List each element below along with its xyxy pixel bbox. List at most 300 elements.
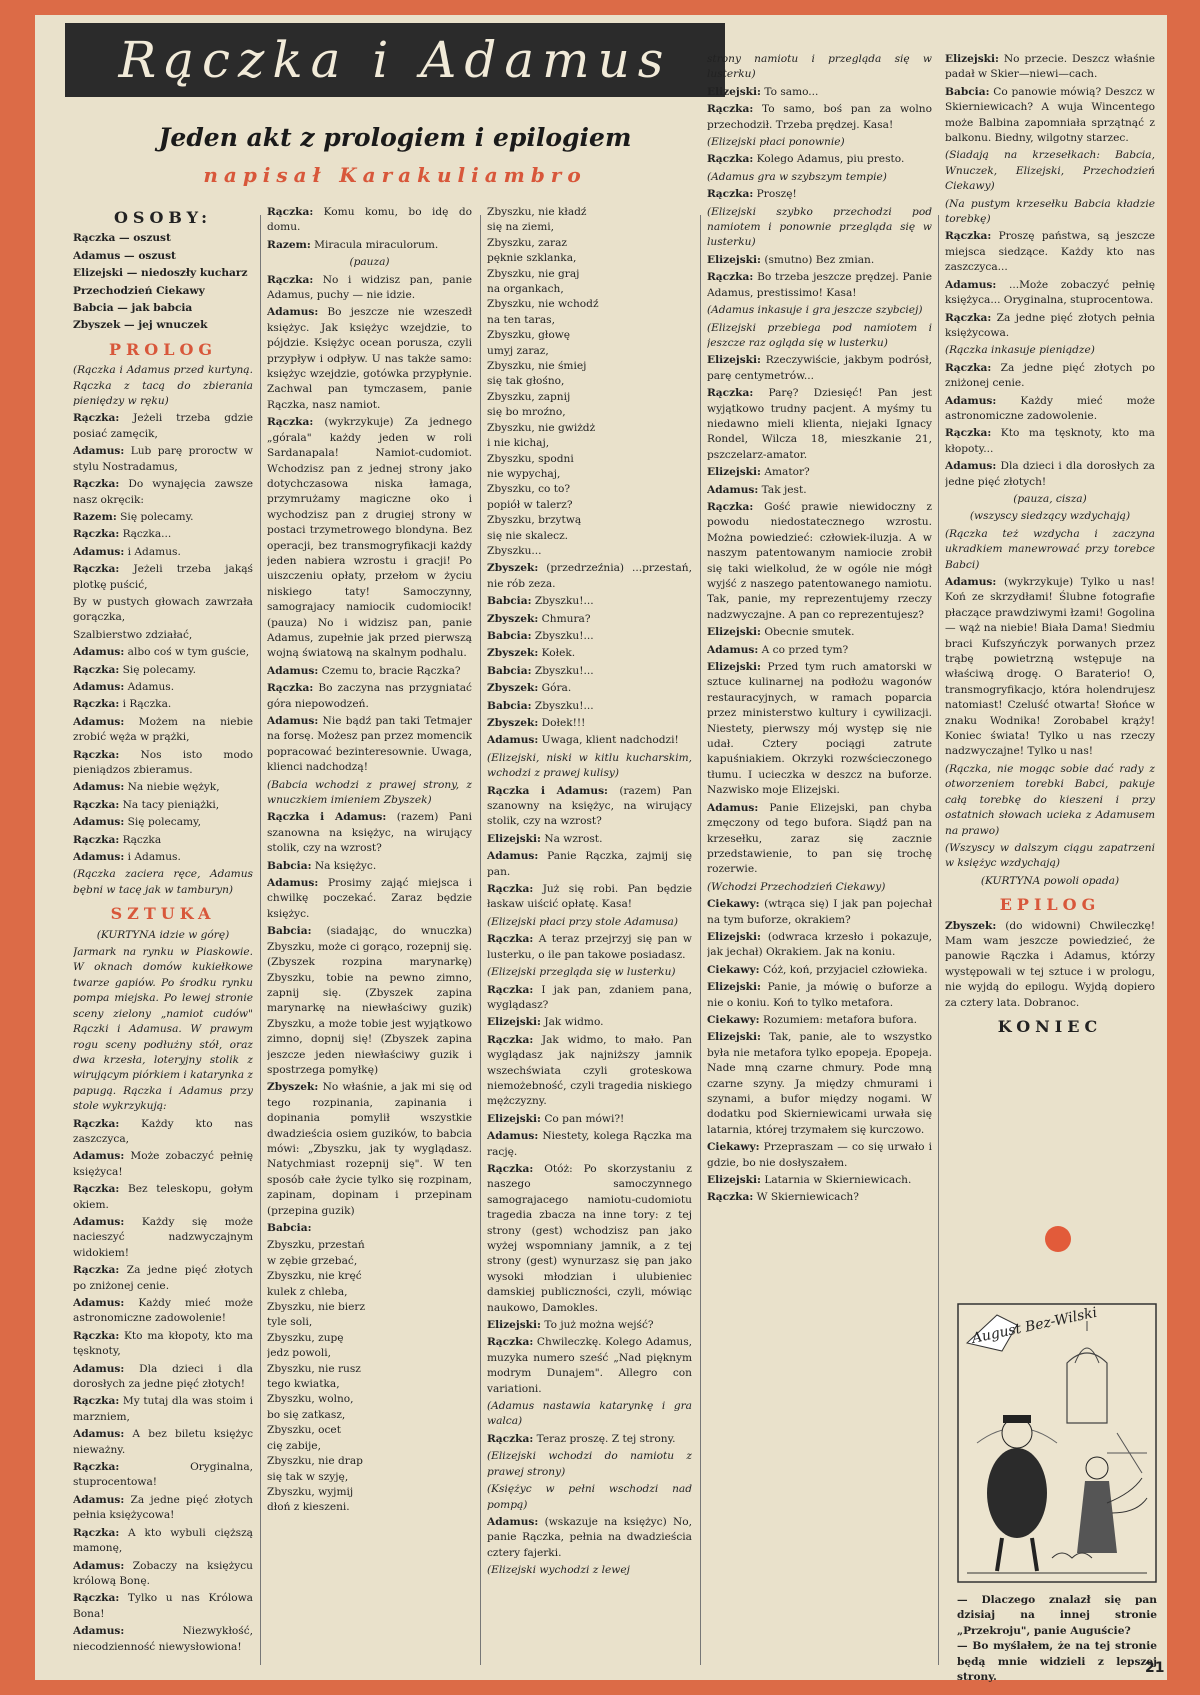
section-heading: SZTUKA	[110, 904, 216, 924]
dialogue-text: A co przed tym?	[761, 643, 849, 656]
speaker-name: Razem:	[267, 238, 311, 251]
dialogue-line	[73, 527, 253, 542]
dialogue-line	[73, 748, 253, 779]
dialogue-line	[707, 1030, 932, 1138]
cast-line: Adamus — oszust	[73, 249, 176, 262]
stage-direction: (Rączka, nie mogąc sobie dać rady z otworzeniem torebki Babci, pakuje całą torebkę do kieszeni i przy ostatnich słowach ucieka z Adamusem na prawo)	[945, 762, 1155, 837]
stage-direction: (wszyscy siedzący wzdychają)	[969, 510, 1131, 523]
speaker-name: Elizejski:	[707, 1031, 761, 1044]
speaker-name: Rączka:	[73, 1264, 120, 1277]
dialogue-line	[73, 697, 253, 712]
speaker-name: Zbyszek:	[267, 1081, 319, 1094]
dialogue-text: Chwileczkę. Kolego Adamus, muzyka numero sześć „Nad pięknym modrym Dunajem". Allegro con variationi.	[487, 1336, 692, 1395]
dialogue-text: Bo jeszcze nie wzeszedł księżyc. Jak księżyc wzejdzie, to pójdzie. Księżyc ocean porusza, czyli przypływ i odpływ. U nas także samo: księżyc wzejdzie, gotówka przypłynie. Zachwal pan tymczasem, panie Rączka, nasz namiot.	[267, 306, 472, 411]
stage-direction: (Rączka zaciera ręce, Adamus bębni w tacę jak w tamburyn)	[73, 868, 253, 896]
dialogue-line	[487, 716, 692, 731]
speaker-name: Zbyszek:	[487, 562, 539, 575]
speaker-name: Rączka:	[487, 1033, 534, 1046]
dialogue-text: Rzeczywiście, jakbym podrósł, parę centymetrów...	[707, 354, 932, 382]
dialogue-line	[707, 1013, 932, 1028]
section-heading: PROLOG	[108, 339, 218, 359]
dialogue-line	[945, 52, 1155, 83]
dialogue-line	[945, 85, 1155, 147]
text-column-5	[945, 52, 1155, 1207]
speaker-name: Elizejski:	[707, 1174, 761, 1187]
speaker-name: Rączka:	[73, 663, 120, 676]
stage-direction: (Wszyscy w dalszym ciągu zapatrzeni w księżyc wzdychają)	[945, 841, 1155, 870]
dialogue-line	[267, 810, 472, 856]
speaker-name: Rączka:	[73, 1117, 120, 1130]
dialogue-line	[73, 798, 253, 813]
speaker-name: Babcia:	[267, 925, 312, 938]
speaker-name: Rączka:	[707, 500, 754, 513]
dialogue-text: Jeżeli trzeba jakąś plotkę puścić,	[73, 563, 253, 591]
dialogue-line	[707, 353, 932, 384]
article-author: napisał Karakuliambro	[203, 163, 587, 187]
dialogue-text: No właśnie, a jak mi się od tego rozpinania, zapinania i dopinania pomylił wszystkie dwadzieścia osiem guzików, to babcia mówi: „Zbyszku, jak ty wyglądasz. Natychmiast rozepnij się". W ten sposób całe życie tylko się rozpinam, zapinam, dopinam i przepinam (przepina guzik)	[267, 1081, 472, 1217]
dialogue-line	[73, 1215, 253, 1261]
speaker-name: Zbyszek:	[945, 919, 997, 932]
cast-line: Rączka — oszust	[73, 232, 171, 245]
dialogue-line	[73, 1263, 253, 1294]
speaker-name: Rączka:	[73, 698, 120, 711]
dialogue-text: Prosimy zająć miejsca i chwilkę poczekać. Zaraz będzie księżyc.	[267, 877, 472, 920]
dialogue-text: To samo...	[764, 85, 819, 98]
dialogue-text: Nos isto modo pieniądzos zbieramus.	[73, 748, 253, 776]
dialogue-text: Adamus.	[127, 680, 175, 693]
text-column-4	[707, 52, 932, 1667]
dialogue-line	[707, 253, 932, 268]
dialogue-line	[487, 1432, 692, 1447]
dialogue-text: Każdy mieć może astronomiczne zadowolenie.	[945, 394, 1155, 422]
speaker-name: Adamus:	[73, 545, 125, 558]
speaker-name: Zbyszek:	[487, 647, 539, 660]
speaker-name: Rączka:	[707, 188, 754, 201]
dialogue-line	[73, 1460, 253, 1491]
dialogue-line	[487, 1015, 692, 1030]
speaker-name: Rączka:	[267, 273, 314, 286]
stage-direction: strony namiotu i przegląda się w lusterku)	[707, 53, 932, 81]
dialogue-line	[487, 1318, 692, 1333]
text-column-1	[73, 202, 253, 1667]
dialogue-line	[945, 394, 1155, 425]
dialogue-line	[707, 187, 932, 202]
speaker-name: Adamus:	[73, 445, 125, 458]
speaker-name: Elizejski:	[707, 354, 761, 367]
dialogue-line	[707, 625, 932, 640]
text-column-2	[267, 205, 472, 1667]
speaker-name: Ciekawy:	[707, 1013, 760, 1026]
speaker-name: Adamus:	[267, 877, 319, 890]
column-rule	[700, 215, 701, 1665]
speaker-name: Rączka:	[267, 206, 314, 218]
speaker-name: Elizejski:	[487, 1016, 541, 1029]
dialogue-text: A kto wybuli cięższą mamonę,	[73, 1526, 253, 1555]
article-title: Rączka i Adamus	[118, 31, 672, 89]
dialogue-text: Dla dzieci i dla dorosłych za jedne pięć złotych!	[945, 460, 1155, 488]
speaker-name: Adamus:	[73, 680, 125, 693]
dialogue-text: Obecnie smutek.	[764, 626, 855, 639]
dialogue-line	[707, 980, 932, 1011]
speaker-name: Rączka:	[73, 1526, 120, 1539]
dialogue-line	[707, 897, 932, 928]
verse-block: Zbyszku, przestań w zębie grzebać, Zbyszku, nie kręć kulek z chleba, Zbyszku, nie bierz tyle soli, Zbyszku, zupę jedz powoli, Zbyszku, nie rusz tego kwiatka, Zbyszku, wolno, bo się zatkasz, Zbyszku, ocet cię zabije, Zbyszku, nie drap się tak w szyję, Zbyszku, wyjmij dłoń z kieszeni.	[267, 1239, 366, 1514]
speaker-name: Rączka:	[487, 983, 534, 996]
speaker-name: Babcia:	[487, 664, 532, 677]
dialogue-line	[945, 229, 1155, 275]
dialogue-text: Amator?	[764, 466, 810, 479]
cast-line: Elizejski — niedoszły kucharz	[73, 267, 248, 280]
dialogue-line	[487, 733, 692, 748]
speaker-name: Adamus:	[73, 715, 125, 728]
dialogue-text: Proszę państwa, są jeszcze miejsca siedzące. Każdy kto nas zaszczyca...	[945, 230, 1155, 274]
dialogue-line	[945, 426, 1155, 457]
dialogue-line	[267, 238, 472, 253]
dialogue-text: By w pustych głowach zawrzała gorączka,	[73, 595, 253, 624]
speaker-name: Rączka:	[487, 1162, 534, 1175]
column-rule	[480, 215, 481, 1665]
dialogue-text: Panie, ja mówię o buforze a nie o koniu. Koń to tylko metafora.	[707, 981, 932, 1009]
dialogue-text: No przecie. Deszcz właśnie padał w Skier—niewi—cach.	[945, 53, 1155, 81]
dialogue-line	[267, 859, 472, 874]
dialogue-text: Rączka...	[122, 528, 172, 541]
dialogue-text: Zbyszku!...	[534, 629, 594, 642]
dialogue-text: Kolego Adamus, piu presto.	[756, 153, 905, 166]
stage-direction: (pauza, cisza)	[1013, 492, 1087, 505]
cartoon-illustration	[957, 1303, 1157, 1583]
speaker-name: Rączka:	[487, 1432, 534, 1445]
dialogue-line	[945, 361, 1155, 392]
dialogue-line	[707, 386, 932, 463]
speaker-name: Adamus:	[73, 1428, 125, 1441]
stage-direction: (Elizejski szybko przechodzi pod namiotem i ponownie przegląda się w lusterku)	[707, 205, 932, 249]
dialogue-line	[945, 575, 1155, 760]
dialogue-line	[73, 663, 253, 678]
speaker-name: Adamus:	[487, 1515, 539, 1528]
dialogue-text: Bo trzeba jeszcze prędzej. Panie Adamus, prestissimo! Kasa!	[707, 271, 932, 299]
title-banner	[65, 23, 725, 97]
dialogue-text: W Skierniewicach?	[756, 1191, 859, 1204]
dialogue-text: Cóż, koń, przyjaciel człowieka.	[762, 963, 928, 976]
speaker-name: Adamus:	[487, 1130, 539, 1143]
stage-direction: Jarmark na rynku w Piaskowie. W oknach domów kukiełkowe twarze gapiów. Po środku rynku pompa miejska. Po lewej stronie sceny zielony „namiot cudów" Rączki i Adamusa. W prawym rogu sceny podłużny stół, oraz dwa krzesła, loteryjny stolik z wirującym piórkiem i katarynka z papugą. Rączka i Adamus przy stole wykrzykują:	[73, 946, 253, 1113]
dialogue-line	[267, 1080, 472, 1219]
dialogue-line	[73, 1329, 253, 1360]
dialogue-line	[73, 645, 253, 660]
dialogue-text: Panie Elizejski, pan chyba zmęczony od tego bufora. Siądź pan na krzesełku, zaraz się zacznie przedstawienie, to pan się trochę rozerwie.	[707, 801, 932, 876]
dialogue-text: Rączka	[122, 833, 162, 846]
speaker-name: Rączka i Adamus:	[267, 811, 387, 824]
dialogue-text: Co pan mówi?!	[544, 1112, 625, 1125]
dialogue-text: Zbyszku!...	[534, 595, 594, 608]
dialogue-text: Za jedne pięć złotych pełnia księżycowa.	[945, 311, 1155, 339]
dialogue-text: Za jedne pięć złotych po zniżonej cenie.	[945, 361, 1155, 390]
dialogue-line	[267, 415, 472, 662]
speaker-name: Adamus:	[73, 781, 125, 794]
dialogue-line	[73, 833, 253, 848]
dialogue-line	[707, 152, 932, 167]
dialogue-text: Jak widmo, to mało. Pan wyglądasz jak najniższy jamnik wszechświata czyli groteskowa niemożebność, czyli tragedia niskiego mężczyzny.	[487, 1033, 692, 1108]
dialogue-line	[73, 510, 253, 525]
column-rule	[938, 215, 939, 1665]
dialogue-text: albo coś w tym guście,	[127, 646, 250, 659]
dialogue-line	[487, 594, 692, 609]
speaker-name: Adamus:	[73, 1150, 125, 1163]
dialogue-line	[73, 1526, 253, 1557]
dialogue-text: Na wzrost.	[544, 832, 603, 845]
speaker-name: Rączka:	[707, 387, 754, 400]
stage-direction: (Wchodzi Przechodzień Ciekawy)	[707, 880, 886, 893]
dialogue-text: Na tacy pieniążki,	[122, 798, 220, 811]
speaker-name: Adamus:	[73, 1297, 125, 1309]
dialogue-text: Bez teleskopu, gołym okiem.	[73, 1183, 253, 1211]
dialogue-text: Uwaga, klient nadchodzi!	[541, 734, 679, 747]
dialogue-line	[267, 205, 472, 236]
speaker-name: Elizejski:	[487, 1319, 541, 1332]
dialogue-line	[707, 930, 932, 961]
dialogue-text: Kołek.	[541, 647, 576, 660]
speaker-name: Rączka:	[945, 311, 992, 324]
dialogue-line	[73, 1493, 253, 1524]
speaker-name: Adamus:	[945, 460, 997, 473]
dialogue-text: Latarnia w Skierniewicach.	[764, 1174, 912, 1187]
dialogue-line	[73, 595, 253, 626]
stage-direction: (Siadają na krzesełkach: Babcia, Wnuczek, Elizejski, Przechodzień Ciekawy)	[945, 149, 1155, 193]
dialogue-line	[73, 1394, 253, 1425]
dialogue-text: Każdy się może nacieszyć nadzwyczajnym widokiem!	[73, 1215, 253, 1259]
stage-direction: (KURTYNA powoli opada)	[980, 874, 1120, 887]
article-subtitle: Jeden akt z prologiem i epilogiem	[158, 123, 632, 152]
speaker-name: Adamus:	[945, 278, 997, 291]
speaker-name: Rączka:	[267, 416, 314, 429]
speaker-name: Ciekawy:	[707, 1141, 760, 1154]
dialogue-text: Kto ma tęsknoty, kto ma kłopoty...	[945, 427, 1155, 455]
speaker-name: Rączka:	[487, 883, 534, 896]
dialogue-line	[707, 660, 932, 799]
dialogue-text: Gość prawie niewidoczny z powodu niedostatecznego wzrostu. Można powiedzieć: człowiek-iluzja. A w naszym patentowanym namiocie zrobił się taki wielkolud, że w ogóle nie mógł wyjść z naszego patentowanego namiotu. Tak, panie, my reprezentujemy rzeczy nadzwyczajne. A pan co reprezentujesz?	[707, 500, 932, 621]
dialogue-text: Się polecamy,	[127, 816, 201, 829]
speaker-name: Elizejski:	[707, 981, 761, 994]
dialogue-text: Się polecamy.	[120, 510, 194, 523]
dialogue-text: Za jedne pięć złotych po zniżonej cenie.	[73, 1264, 253, 1292]
speaker-name: Adamus:	[267, 715, 319, 727]
dialogue-text: Tak, panie, ale to wszystko była nie metafora tylko epopeja. Epopeja. Nade mną czarne chmury. Pode mną czarne szyny. Ja między chmurami i szynami, a bufor między nogami. W dodatku pod Skierniewicami urwała się latarnia, której trzymałem się kurczowo.	[707, 1031, 932, 1136]
dialogue-text: (razem) Pan szanowny na księżyc, na wirujący stolik, czy na wzrost?	[487, 784, 692, 828]
dialogue-text: Panie Rączka, zajmij się pan.	[487, 850, 692, 878]
dialogue-text: Czemu to, bracie Rączka?	[321, 664, 461, 677]
stage-direction: (Elizejski przegląda się w lusterku)	[487, 966, 676, 979]
stage-direction: (Adamus nastawia katarynkę i gra walca)	[487, 1400, 692, 1428]
dialogue-line	[73, 411, 253, 442]
newspaper-page	[35, 15, 1167, 1684]
dialogue-text: i Adamus.	[127, 851, 181, 864]
dialogue-line	[707, 963, 932, 978]
speaker-name: Adamus:	[707, 801, 759, 814]
dialogue-line	[73, 1149, 253, 1180]
dialogue-text: (wykrzykuje) Tylko u nas! Koń ze skrzydłami! Ślubne fotografie płaczące prawdziwymi łzami! Gogolina — wąż na niebie! Biała Dama! Siedmiu braci Kufszyńczyk porwanych przez trąbę powietrzną wstępuje na właściwą drogę. O Baraterio! O, transmogryfikacjo, która holendrujesz natomiast! Czeluść otwarta! Słońce w znaku Wodnika! Zorobabel krąży! Koniec świata! Tylko u nas rzeczy nadzwyczajne! Tylko u nas!	[945, 576, 1155, 758]
dialogue-text: Się polecamy.	[122, 663, 196, 676]
dialogue-text: Niestety, kolega Rączka ma rację.	[487, 1130, 692, 1158]
stage-direction: (Rączka inkasuje pieniądze)	[945, 344, 1095, 357]
speaker-name: Adamus:	[73, 816, 125, 829]
dialogue-line	[487, 646, 692, 661]
speaker-name: Rączka:	[707, 103, 754, 116]
speaker-name: Adamus:	[267, 306, 319, 319]
dialogue-text: (wskazuje na księżyc) No, panie Rączka, pełnia na dwadzieścia cztery fajerki.	[487, 1515, 692, 1559]
dialogue-text: Co panowie mówią? Deszcz w Skierniewicach? A wuja Wincentego może Balbina zapomniała sprzątnąć z balkonu. Biedny, wilgotny starzec.	[945, 85, 1155, 145]
speaker-name: Elizejski:	[487, 832, 541, 845]
dialogue-line	[487, 832, 692, 847]
dialogue-line	[707, 801, 932, 878]
dialogue-text: Każdy kto nas zaszczyca,	[73, 1117, 253, 1145]
dialogue-line	[73, 1427, 253, 1458]
dialogue-line	[267, 714, 472, 776]
stage-direction: (Elizejski płaci przy stole Adamusa)	[487, 915, 678, 928]
dialogue-line	[487, 1335, 692, 1397]
dialogue-line	[73, 780, 253, 795]
dialogue-text: My tutaj dla was stoim i marzniem,	[73, 1395, 253, 1423]
dialogue-text: Tak jest.	[761, 483, 807, 496]
dialogue-text: Komu komu, bo idę do domu.	[267, 206, 472, 234]
stage-direction: (pauza)	[349, 256, 390, 269]
speaker-name: Rączka:	[267, 682, 314, 695]
speaker-name: Rączka:	[73, 563, 120, 576]
stage-direction: (Rączka też wzdycha i zaczyna ukradkiem manewrować przy torebce Babci)	[945, 527, 1155, 571]
dialogue-text: Jak widmo.	[544, 1016, 604, 1029]
dialogue-text: Parę? Dziesięć! Pan jest wyjątkowo trudny pacjent. A myśmy tu niedawno mieli klienta, niejaki Ignacy Rondel, Wilcza 18, mieszkanie 21, pszczelarz-amator.	[707, 387, 932, 461]
dialogue-text: Dla dzieci i dla dorosłych za jedne pięć złotych!	[73, 1362, 253, 1391]
dialogue-line	[267, 924, 472, 1078]
speaker-name: Rączka:	[73, 1592, 120, 1605]
dialogue-line	[487, 1112, 692, 1127]
dialogue-text: (wtrąca się) I jak pan pojechał na tym buforze, okrakiem?	[707, 898, 932, 926]
dialogue-line	[73, 715, 253, 746]
speaker-name: Elizejski:	[945, 53, 999, 65]
dialogue-line	[73, 815, 253, 830]
speaker-name: Rączka:	[73, 1395, 120, 1408]
speaker-name: Rączka:	[73, 478, 120, 491]
dialogue-line	[707, 85, 932, 100]
speaker-name: Babcia:	[487, 699, 532, 712]
dialogue-line	[73, 477, 253, 508]
dialogue-text: Za jedne pięć złotych pełnia księżycowa!	[73, 1493, 253, 1522]
dialogue-text: Już się robi. Pan będzie łaskaw uiścić opłatę. Kasa!	[487, 883, 692, 911]
speaker-name: Adamus:	[73, 1362, 125, 1375]
stage-direction: (Elizejski wchodzi do namiotu z prawej strony)	[487, 1450, 692, 1478]
dialogue-text: Do wynajęcia zawsze nasz okręcik:	[73, 478, 253, 506]
dialogue-text: I jak pan, zdaniem pana, wyglądasz?	[487, 983, 692, 1011]
speaker-name: Rączka:	[945, 427, 992, 440]
dialogue-text: Niezwykłość, niecodzienność niewysłowiona!	[73, 1625, 253, 1653]
speaker-name: Elizejski:	[487, 1112, 541, 1125]
dialogue-line	[487, 983, 692, 1014]
dialogue-line	[487, 1129, 692, 1160]
speaker-name: Adamus:	[945, 394, 997, 407]
speaker-name: Ciekawy:	[707, 898, 760, 911]
speaker-name: Ciekawy:	[707, 963, 760, 976]
dialogue-text: Kto ma kłopoty, kto ma tęsknoty,	[73, 1329, 253, 1358]
dialogue-text: Może zobaczyć pełnię księżyca!	[73, 1150, 253, 1178]
dialogue-line	[487, 784, 692, 830]
dialogue-text: Jeżeli trzeba gdzie posiać zamęcik,	[73, 412, 253, 440]
stage-direction: (Na pustym krzesełku Babcia kładzie torebkę)	[945, 197, 1155, 226]
dialogue-text: Każdy mieć może astronomiczne zadowolenie!	[73, 1297, 253, 1325]
stage-direction: (Babcia wchodzi z prawej strony, z wnuczkiem imieniem Zbyszek)	[267, 778, 472, 807]
dialogue-text: Miracula miraculorum.	[314, 238, 439, 251]
dialogue-line	[707, 643, 932, 658]
speaker-name: Adamus:	[73, 1215, 125, 1228]
dialogue-line	[73, 1362, 253, 1393]
dialogue-line	[487, 629, 692, 644]
dialogue-line	[73, 628, 253, 643]
dialogue-text: A bez biletu księżyc nieważny.	[73, 1428, 253, 1456]
dialogue-text: i Adamus.	[127, 545, 181, 558]
dialogue-text: Lub parę proroctw w stylu Nostradamus,	[73, 445, 253, 473]
dialogue-text: No i widzisz pan, panie Adamus, puchy — nie idzie.	[267, 273, 472, 302]
dialogue-text: Dołek!!!	[541, 717, 586, 729]
speaker-name: Rączka i Adamus:	[487, 784, 608, 797]
end-mark-dot	[1045, 1226, 1071, 1252]
dialogue-line	[73, 1591, 253, 1622]
cartoon-signature: August Bez-Wilski	[970, 1304, 1099, 1347]
speaker-name: Elizejski:	[707, 85, 761, 98]
dialogue-line	[73, 1296, 253, 1327]
dialogue-text: To już można wejść?	[544, 1319, 654, 1332]
speaker-name: Elizejski:	[707, 466, 761, 479]
speaker-name: Elizejski:	[707, 661, 761, 674]
stage-direction: (Elizejski płaci ponownie)	[707, 136, 845, 149]
dialogue-text: Zbyszku!...	[534, 664, 594, 677]
cast-line: Przechodzień Ciekawy	[73, 284, 205, 297]
dialogue-line	[267, 876, 472, 922]
dialogue-line	[707, 1173, 932, 1188]
speaker-name: Rączka:	[707, 153, 754, 166]
speaker-name: Elizejski:	[707, 930, 761, 943]
dialogue-line	[487, 561, 692, 592]
dialogue-text: Przepraszam — co się urwało i gdzie, bo nie dosłyszałem.	[707, 1141, 932, 1169]
dialogue-line	[487, 1162, 692, 1316]
dialogue-line	[73, 850, 253, 865]
section-heading: OSOBY:	[113, 208, 213, 227]
dialogue-text: (przedrzeźnia) ...przestań, nie rób zeza.	[487, 562, 692, 590]
dialogue-text: (smutno) Bez zmian.	[764, 253, 875, 266]
dialogue-text: Zbyszku!...	[534, 699, 594, 712]
speaker-name: Rączka:	[73, 528, 120, 541]
dialogue-line	[73, 545, 253, 560]
dialogue-line	[487, 932, 692, 963]
dialogue-line	[73, 680, 253, 695]
stage-direction: (Elizejski przebiega pod namiotem i jeszcze raz ogląda się w lusterku)	[707, 321, 932, 349]
cast-line: Babcia:	[267, 1222, 312, 1234]
dialogue-line	[707, 1140, 932, 1171]
dialogue-line	[707, 102, 932, 133]
dialogue-text: A teraz przejrzyj się pan w lusterku, o ile pan takowe posiadasz.	[487, 933, 692, 961]
dialogue-text: Proszę!	[756, 188, 797, 201]
speaker-name: Babcia:	[267, 859, 312, 872]
dialogue-line	[73, 444, 253, 475]
speaker-name: Babcia:	[487, 629, 532, 642]
stage-direction: (Adamus gra w szybszym tempie)	[707, 170, 887, 183]
dialogue-line	[267, 664, 472, 679]
dialogue-line	[487, 699, 692, 714]
cast-line: Babcia — jak babcia	[73, 302, 193, 315]
speaker-name: Rączka:	[73, 748, 120, 761]
speaker-name: Adamus:	[73, 1559, 125, 1572]
dialogue-line	[707, 483, 932, 498]
stage-direction: (Rączka i Adamus przed kurtyną. Rączka z tacą do zbierania pieniędzy w ręku)	[73, 364, 253, 408]
speaker-name: Zbyszek:	[487, 682, 539, 695]
speaker-name: Adamus:	[487, 850, 539, 863]
